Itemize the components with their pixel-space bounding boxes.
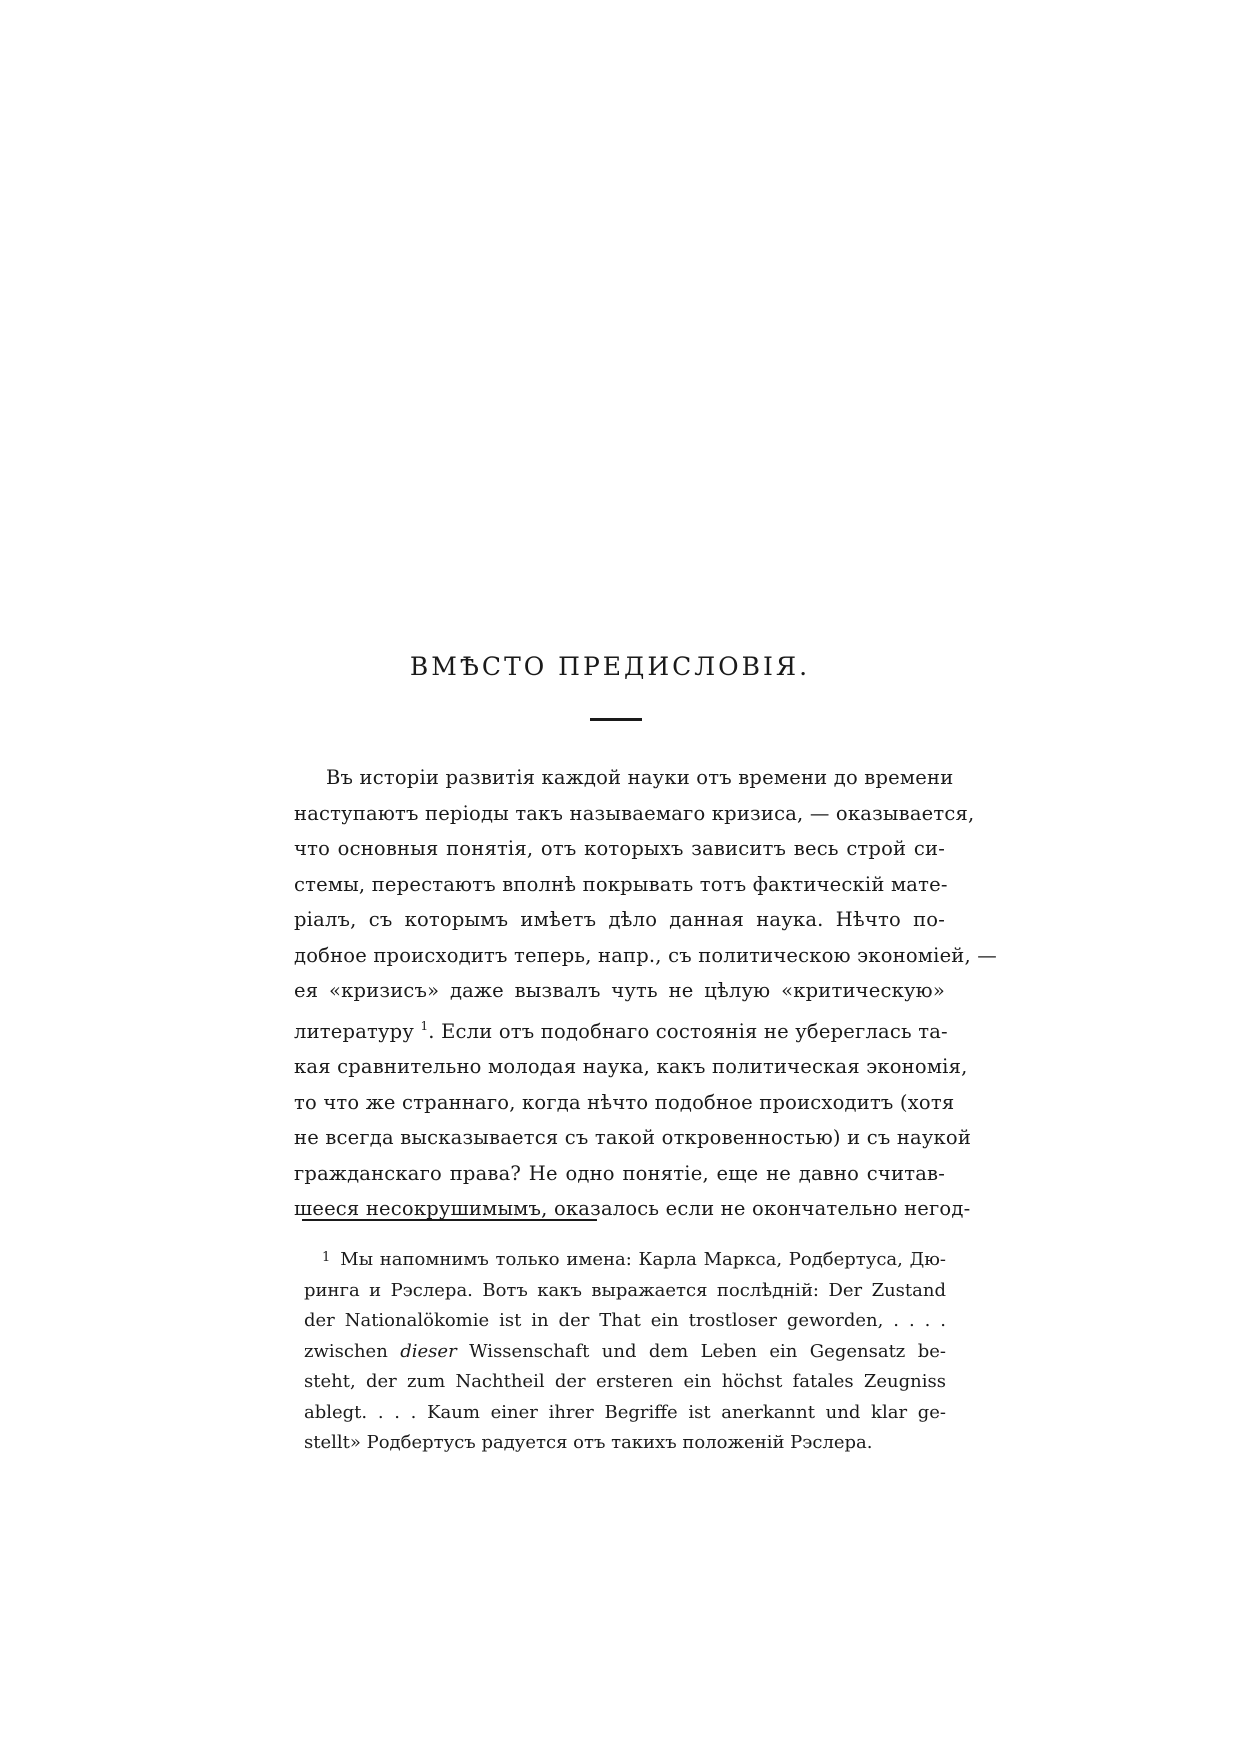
main-paragraph — [294, 760, 998, 1227]
footnote-marker: 1 — [322, 1250, 331, 1265]
footnote-text: Мы напомнимъ только имена: Карла Маркса, Родбертуса, Дю- — [340, 1249, 946, 1270]
text-line-with-footnote: литературу $^1$. Если отъ подобнаго состоянія не убереглась та- — [294, 1018, 948, 1043]
text-fragment: Если отъ подобнаго состоянія не убереглась та- — [441, 1019, 948, 1043]
footnote-line: stellt» Родбертусъ радуется отъ такихъ положеній Рэслера. — [304, 1432, 873, 1453]
text-line: ея «кризисъ» даже вызвалъ чуть не цѣлую «критическую» — [294, 979, 945, 1002]
text-line: добное происходитъ теперь, напр., съ политическою экономіей, — — [294, 943, 998, 967]
footnote-text: Wissenschaft und dem Leben ein Gegensatz be- — [469, 1340, 946, 1362]
footnote-line: ablegt. . . . Kaum einer ihrer Begriffe ist anerkannt und klar ge- — [304, 1401, 946, 1423]
text-line: то что же страннаго, когда нѣчто подобное происходитъ (хотя — [294, 1090, 955, 1114]
text-line: Въ исторіи развитія каждой науки отъ времени до времени — [326, 766, 954, 789]
footnote-reference: 1 — [420, 1018, 429, 1033]
text-line: не всегда высказывается съ такой откровенностью) и съ наукой — [294, 1126, 972, 1149]
footnote-line: ринга и Рэслера. Вотъ какъ выражается послѣдній: Der Zustand — [304, 1279, 946, 1301]
footnote-line: steht, der zum Nachtheil der ersteren ein höchst fatales Zeugniss — [304, 1371, 946, 1392]
footnote-text: zwischen — [304, 1340, 388, 1362]
text-line: шееся несокрушимымъ, оказалось если не окончательно негод- — [294, 1197, 971, 1220]
footnote — [304, 1243, 946, 1459]
footnote-line: der Nationalökomie ist in der That ein trostloser geworden, . . . . — [304, 1310, 946, 1331]
footnote-line — [304, 1243, 946, 1276]
text-line: гражданскаго права? Не одно понятіе, еще не давно считав- — [294, 1161, 945, 1185]
text-line: ріалъ, съ которымъ имѣетъ дѣло данная наука. Нѣчто по- — [294, 908, 945, 931]
text-line: что основныя понятія, отъ которыхъ зависитъ весь строй си- — [294, 837, 945, 860]
footnote-emphasis: dieser — [400, 1340, 457, 1362]
footnote-divider — [302, 1219, 597, 1221]
chapter-title: ВМѢСТО ПРЕДИСЛОВІЯ. — [409, 652, 811, 681]
title-divider — [590, 718, 642, 721]
text-fragment: литературу — [294, 1019, 415, 1043]
footnote-line — [304, 1337, 946, 1368]
text-line: наступаютъ періоды такъ называемаго кризиса, — оказывается, — [294, 801, 975, 825]
text-line: кая сравнительно молодая наука, какъ политическая экономія, — [294, 1055, 968, 1078]
text-line: стемы, перестаютъ вполнѣ покрывать тотъ фактическій мате- — [294, 872, 948, 896]
